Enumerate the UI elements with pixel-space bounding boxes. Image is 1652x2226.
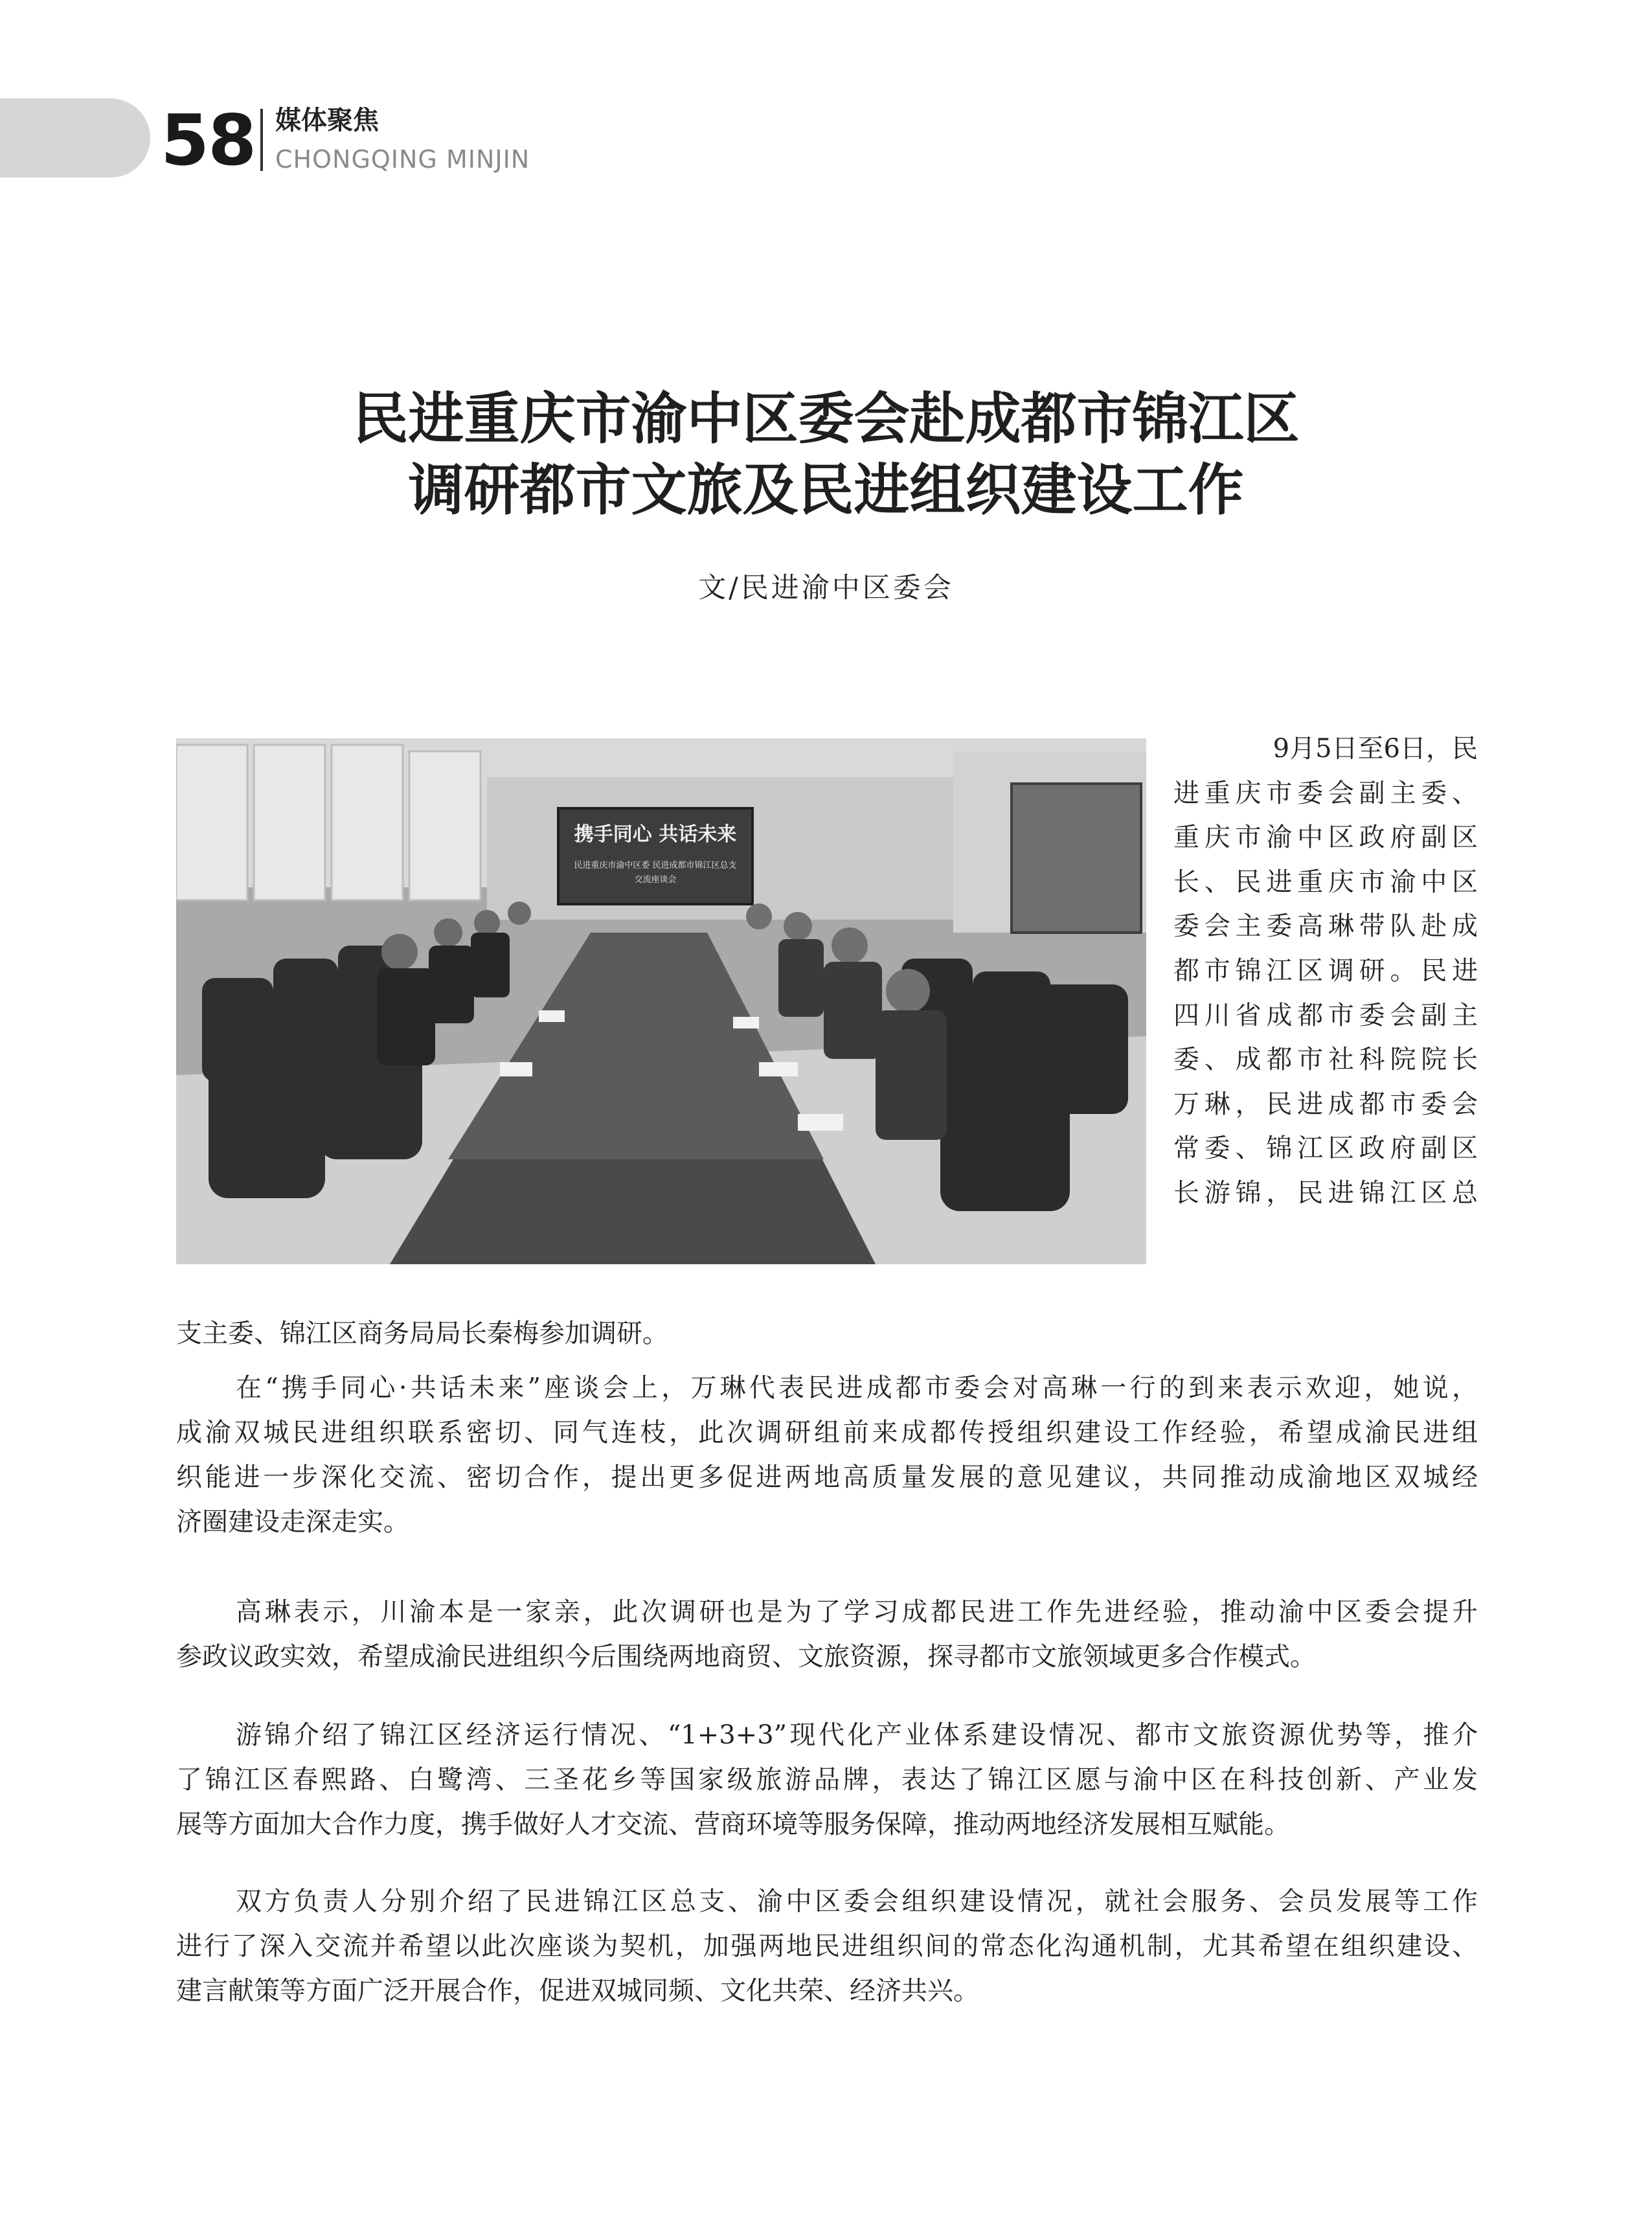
paragraph-3-line-2: 参政议政实效，希望成渝民进组织今后围绕两地商贸、文旅资源，探寻都市文旅领域更多合作模式。 [176,1642,1316,1672]
paragraph-1-end [176,1312,1478,1356]
paragraph-1-line-2: 进重庆市委会副主委、 [1173,778,1478,808]
header-divider [260,109,263,171]
paragraph-5-line-3: 建言献策等方面广泛开展合作，促进双城同频、文化共荣、经济共兴。 [176,1976,979,2006]
paragraph-1-line-6: 都市锦江区调研。民进 [1173,955,1478,986]
paragraph-5-line-2: 进行了深入交流并希望以此次座谈为契机，加强两地民进组织间的常态化沟通机制，尤其希望在组织建设、 [176,1931,1478,1961]
paragraph-1-side [1173,727,1478,1216]
paragraph-5 [176,1880,1478,2014]
paragraph-1-line-1: 9月5日至6日，民 [1273,734,1478,764]
header-tab [0,98,150,177]
magazine-name: CHONGQING MINJIN [275,145,530,174]
paragraph-1-line-8: 委、成都市社科院院长 [1173,1045,1478,1075]
paragraph-1-line-7: 四川省成都市委会副主 [1173,1000,1478,1030]
paragraph-1-line-4: 长、民进重庆市渝中区 [1173,867,1478,897]
paragraph-1-line-3: 重庆市渝中区政府副区 [1173,823,1478,853]
paragraph-1-line-12: 支主委、锦江区商务局局长秦梅参加调研。 [176,1319,668,1348]
paragraph-2 [176,1366,1478,1545]
paragraph-4 [176,1713,1478,1847]
banner-subtitle-2: 交流座谈会 [634,875,677,885]
paragraph-1-line-9: 万琳，民进成都市委会 [1173,1089,1478,1119]
banner-title: 携手同心 共话未来 [574,823,737,846]
paragraph-4-line-1: 游锦介绍了锦江区经济运行情况、“1+3+3”现代化产业体系建设情况、都市文旅资源优势等，推介 [236,1720,1478,1750]
article-title-line-1: 民进重庆市渝中区委会赴成都市锦江区 [352,387,1300,451]
paragraph-4-line-2: 了锦江区春熙路、白鹭湾、三圣花乡等国家级旅游品牌，表达了锦江区愿与渝中区在科技创新、产业发 [176,1765,1478,1795]
article-byline: 文/民进渝中区委会 [698,572,954,604]
page-number: 58 [161,100,256,181]
paragraph-4-line-3: 展等方面加大合作力度，携手做好人才交流、营商环境等服务保障，推动两地经济发展相互赋能。 [176,1810,1290,1839]
section-category: 媒体聚焦 [275,106,379,135]
paragraph-2-line-3: 织能进一步深化交流、密切合作，提出更多促进两地高质量发展的意见建议，共同推动成渝地区双城经 [176,1462,1478,1492]
paragraph-1-line-11: 长游锦，民进锦江区总 [1173,1177,1478,1208]
paragraph-3-line-1: 高琳表示，川渝本是一家亲，此次调研也是为了学习成都民进工作先进经验，推动渝中区委会提升 [236,1597,1478,1627]
article-title [194,383,1458,526]
paragraph-2-line-4: 济圈建设走深走实。 [176,1507,409,1537]
paragraph-1-line-10: 常委、锦江区政府副区 [1173,1133,1478,1164]
paragraph-2-line-1: 在“携手同心·共话未来”座谈会上，万琳代表民进成都市委会对高琳一行的到来表示欢迎，她说， [236,1373,1478,1403]
meeting-photo [176,738,1146,1264]
paragraph-3 [176,1590,1478,1679]
paragraph-5-line-1: 双方负责人分别介绍了民进锦江区总支、渝中区委会组织建设情况，就社会服务、会员发展等工作 [236,1887,1478,1916]
paragraph-2-line-2: 成渝双城民进组织联系密切、同气连枝，此次调研组前来成都传授组织建设工作经验，希望成渝民进组 [176,1418,1478,1448]
paragraph-1-line-5: 委会主委高琳带队赴成 [1173,911,1478,942]
banner-subtitle: 民进重庆市渝中区委 民进成都市锦江区总支 [574,861,737,870]
article-title-line-2: 调研都市文旅及民进组织建设工作 [408,458,1244,523]
